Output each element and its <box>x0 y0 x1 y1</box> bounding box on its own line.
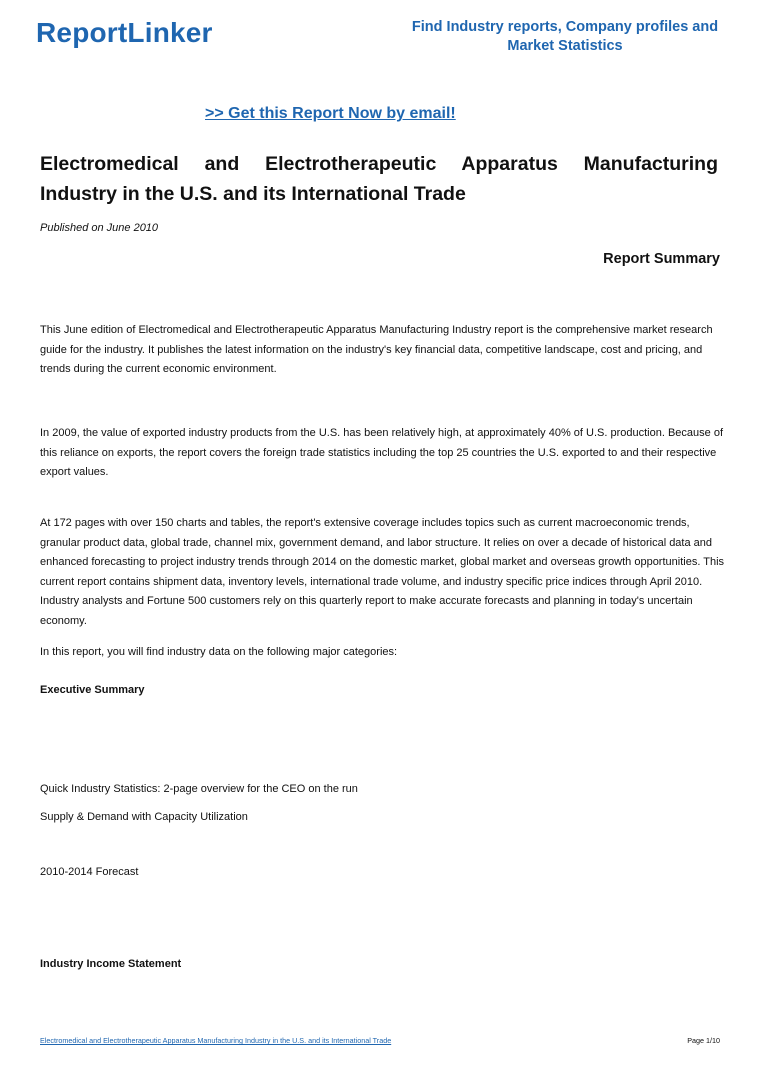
category-quick-industry-statistics: Quick Industry Statistics: 2-page overview for the CEO on the run <box>40 783 358 795</box>
header-tagline: Find Industry reports, Company profiles and Market Statistics <box>411 19 719 54</box>
page-number: Page 1/10 <box>687 1036 720 1045</box>
report-summary-heading: Report Summary <box>603 251 720 267</box>
category-income-statement: Industry Income Statement <box>40 958 182 970</box>
summary-paragraph-1: This June edition of Electromedical and Electrotherapeutic Apparatus Manufacturing Industry report is the comprehensive market research guide for the industry. It publishes the latest information on the industry's key financial data, competitive landscape, cost and pricing, and trends during the current economic environment. <box>40 324 713 376</box>
published-date: Published on June 2010 <box>40 222 159 234</box>
summary-paragraph-2: In 2009, the value of exported industry products from the U.S. has been relatively high, at approximately 40% of U.S. production. Because of this reliance on exports, the report covers the foreign trade statistics including the top 25 countries the U.S. exported to and their respective export values. <box>40 427 723 479</box>
category-supply-demand: Supply & Demand with Capacity Utilization <box>40 811 248 823</box>
report-title: Electromedical and Electrotherapeutic Apparatus Manufacturing Industry in the U.S. and its International Trade <box>40 153 718 205</box>
category-executive-summary: Executive Summary <box>40 684 145 696</box>
get-report-email-link[interactable]: >> Get this Report Now by email! <box>205 105 456 122</box>
category-forecast: 2010-2014 Forecast <box>40 866 139 878</box>
reportlinker-logo[interactable]: ReportLinker <box>36 17 213 48</box>
summary-paragraph-4: In this report, you will find industry data on the following major categories: <box>40 646 398 658</box>
summary-paragraph-3: At 172 pages with over 150 charts and tables, the report's extensive coverage includes topics such as current macroeconomic trends, granular product data, global trade, channel mix, government demand, and labor structure. It relies on over a decade of historical data and enhanced forecasting to project industry trends through 2014 on the domestic market, global market and overseas growth opportunities. This current report contains shipment data, inventory levels, international trade volume, and industry specific price indices through April 2010. Industry analysts and Fortune 500 customers rely on this quarterly report to make accurate forecasts and planning in today's uncertain economy. <box>40 517 725 627</box>
footer-report-link[interactable]: Electromedical and Electrotherapeutic Apparatus Manufacturing Industry in the U.S. and its International Trade <box>40 1036 392 1045</box>
